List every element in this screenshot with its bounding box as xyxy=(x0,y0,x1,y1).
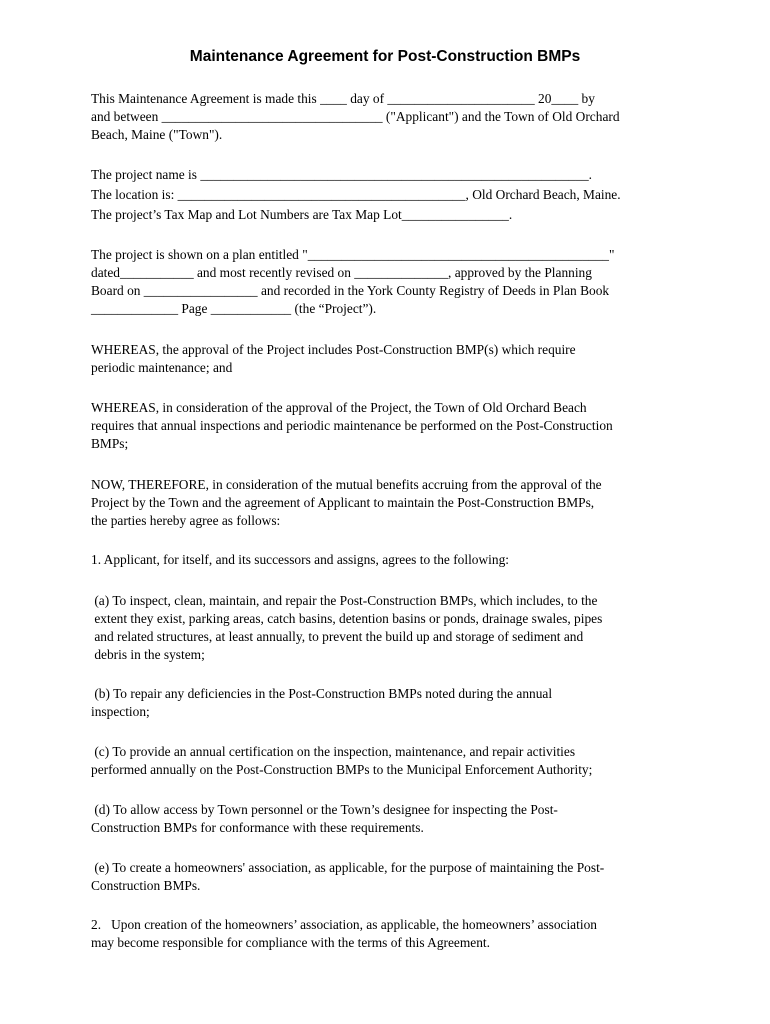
text-line: 1. Applicant, for itself, and its successors and assigns, agrees to the following: xyxy=(91,552,510,567)
text-line: periodic maintenance; and xyxy=(91,360,233,375)
text-line: Construction BMPs. xyxy=(91,878,201,893)
text-line: dated___________ and most recently revised on ______________, approved by the Planning xyxy=(91,265,592,280)
text-line: This Maintenance Agreement is made this ____ day of ______________________ 20____ by xyxy=(91,91,595,106)
text-line: (a) To inspect, clean, maintain, and repair the Post-Construction BMPs, which includes, to the xyxy=(91,593,598,608)
text-line: performed annually on the Post-Construction BMPs to the Municipal Enforcement Authority; xyxy=(91,762,593,777)
text-line: 2. Upon creation of the homeowners’ association, as applicable, the homeowners’ association xyxy=(91,917,597,932)
text-line: NOW, THEREFORE, in consideration of the mutual benefits accruing from the approval of the xyxy=(91,477,602,492)
text-line: WHEREAS, the approval of the Project includes Post-Construction BMP(s) which require xyxy=(91,342,576,357)
text-line: (e) To create a homeowners' association, as applicable, for the purpose of maintaining the Post- xyxy=(91,860,605,875)
text-line: Beach, Maine ("Town"). xyxy=(91,127,223,142)
text-line: and related structures, at least annually, to prevent the build up and storage of sediment and xyxy=(91,629,584,644)
text-line: (b) To repair any deficiencies in the Post-Construction BMPs noted during the annual xyxy=(91,686,553,701)
text-line: Project by the Town and the agreement of Applicant to maintain the Post-Construction BMPs, xyxy=(91,495,595,510)
text-line: The project name is __________________________________________________________. xyxy=(91,167,592,182)
text-line: debris in the system; xyxy=(91,647,205,662)
text-line: extent they exist, parking areas, catch basins, detention basins or ponds, drainage swales, pipes xyxy=(91,611,603,626)
text-line: (c) To provide an annual certification on the inspection, maintenance, and repair activities xyxy=(91,744,576,759)
text-line: inspection; xyxy=(91,704,150,719)
text-line: (d) To allow access by Town personnel or the Town’s designee for inspecting the Post- xyxy=(91,802,558,817)
text-line: The project’s Tax Map and Lot Numbers are Tax Map Lot________________. xyxy=(91,207,513,222)
text-line: requires that annual inspections and periodic maintenance be performed on the Post-Construction xyxy=(91,418,613,433)
text-line: Board on _________________ and recorded in the York County Registry of Deeds in Plan Book xyxy=(91,283,610,298)
text-line: The location is: ___________________________________________, Old Orchard Beach, Maine. xyxy=(91,187,621,202)
text-line: the parties hereby agree as follows: xyxy=(91,513,281,528)
text-line: BMPs; xyxy=(91,436,129,451)
text-line: and between _________________________________ ("Applicant") and the Town of Old Orchard xyxy=(91,109,620,124)
text-line: _____________ Page ____________ (the “Project”). xyxy=(91,301,377,316)
text-line: may become responsible for compliance with the terms of this Agreement. xyxy=(91,935,490,950)
text-line: WHEREAS, in consideration of the approval of the Project, the Town of Old Orchard Beach xyxy=(91,400,587,415)
text-line: Construction BMPs for conformance with these requirements. xyxy=(91,820,424,835)
text-line: The project is shown on a plan entitled "_____________________________________________" xyxy=(91,247,615,262)
document-title: Maintenance Agreement for Post-Construction BMPs xyxy=(189,48,581,65)
